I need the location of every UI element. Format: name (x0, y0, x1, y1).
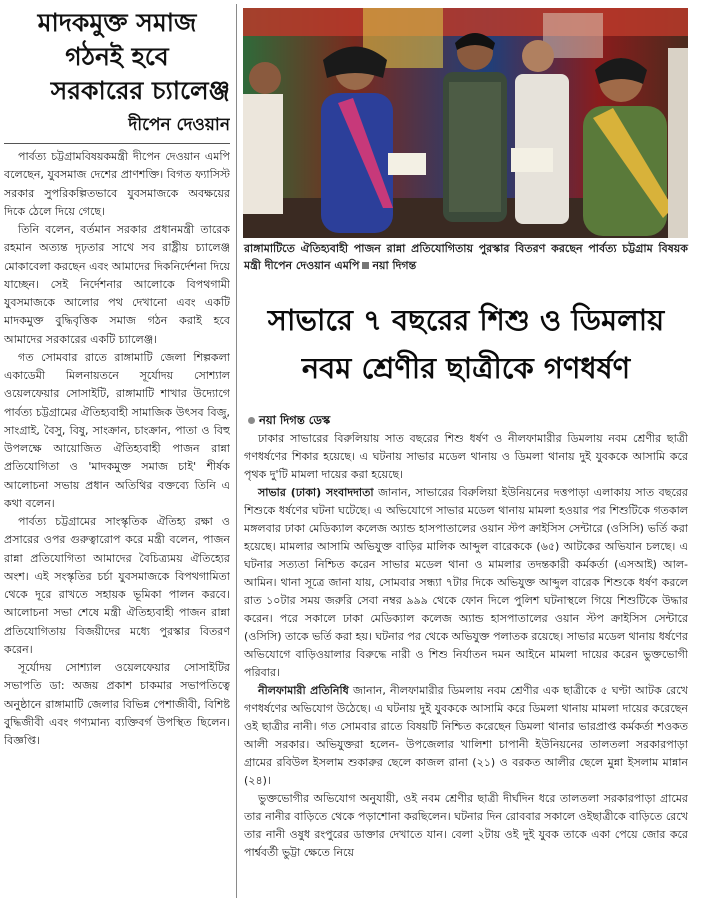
left-article (4, 6, 230, 898)
desk-label: নয়া দিগন্ত ডেস্ক (259, 413, 331, 427)
left-article-headline (4, 6, 230, 108)
photo-caption (244, 240, 688, 274)
byline-divider (4, 143, 230, 144)
right-article-paragraph: ভুক্তভোগীর অভিযোগ অনুযায়ী, ওই নবম শ্রেণীর ছাত্রী দীর্ঘদিন ধরে তালতলা সরকারপাড়া গ্রামের তার নানীর বাড়িতে থেকে পড়াশোনা করছিলেন। ঘটনার দিন রোববার সকালে ওইছাত্রীকে বাড়িতে রেখে তার নানী ওষুধ রংপুরের ডাক্তার দেখাতে যান। বেলা ২টায় ওই দুই যুবক তাকে একা পেয়ে জোর করে পার্শ্ববর্তী ভুট্টা ক্ষেতে নিয়ে (244, 792, 688, 859)
left-article-body (4, 148, 230, 750)
right-article-paragraph (244, 682, 688, 790)
dateline-savar: সাভার (ঢাকা) সংবাদদাতা (258, 486, 374, 499)
right-article-body (244, 430, 688, 898)
circle-bullet-icon (248, 417, 255, 424)
photo-caption-text: রাঙ্গামাটিতে ঐতিহ্যবাহী পাজন রান্না প্রতিযোগিতায় পুরস্কার বিতরণ করছেন পার্বত্য চট্টগ্রাম বিষয়ক মন্ত্রী দীপেন দেওয়ান এমপি (244, 242, 688, 272)
left-headline-line: মাদকমুক্ত সমাজ (37, 8, 197, 37)
right-article-paragraph: ঢাকার সাভারের বিরুলিয়ায় সাত বছরের শিশু ধর্ষণ ও নীলফামারীর ডিমলায় নবম শ্রেণীর ছাত্রী গণধর্ষণের শিকার হয়েছে। এ ঘটনায় সাভার মডেল থানায় ও ডিমলা থানায় দুই যুবককে আসামি করে পৃথক দু'টি মামলা দায়ের করা হয়েছে। (244, 432, 688, 481)
left-article-paragraph: গত সোমবার রাতে রাঙ্গামাটি জেলা শিল্পকলা একাডেমী মিলনায়তনে সূর্যোদয় সোশ্যাল ওয়েলফেয়ার সোসাইটি, রাঙ্গামাটি শাখার উদ্যোগে পার্বত্য চট্টগ্রামের ঐতিহ্যবাহী সামাজিক উৎসব বিজু, সাংগ্রাই, বৈসু, বিষু, সাংক্রান, চাংক্রান, পাতা ও বিহু উপলক্ষে আয়োজিত ঐতিহ্যবাহী পাজন রান্না প্রতিযোগিতা ও 'মাদকমুক্ত সমাজ চাই' শীর্ষক আলোচনা সভায় প্রধান অতিথির বক্তব্যে তিনি এ কথা বলেন। (4, 350, 230, 510)
left-headline-line: সরকারের চ্যালেঞ্জ (50, 76, 230, 105)
column-divider (236, 4, 237, 898)
square-bullet-icon (362, 262, 369, 269)
savar-text: জানান, সাভারের বিরুলিয়া ইউনিয়নের দত্তপাড়া এলাকায় সাত বছরের শিশুকে ধর্ষণের ঘটনা ঘটেছে। এ অভিযোগে সাভার মডেল থানায় মামলা হওয়ার পর শিশুটিকে গতকাল মঙ্গলবার ঢাকা মেডিক্যাল কলেজ অ্যান্ড হাসপাতালের ওয়ান স্টপ ক্রাইসিস সেন্টারে (ওসিসি) ভর্তি করা হয়েছে। মামলার আসামি অভিযুক্ত বাড়ির মালিক আব্দুল বারেককে (৬৫) আটকের অভিযান চলছে। এ ঘটনার সত্যতা নিশ্চিত করেন সাভার মডেল থানা ও মামলার তদন্তকারী কর্মকর্তা (এসআই) আল-আমিন। থানা সূত্রে জানা যায়, সোমবার সন্ধ্যা ৭টার দিকে অভিযুক্ত আব্দুল বারেক শিশুকে ধর্ষণ করলে রাত ১০টার সময় জরুরি সেবা নম্বর ৯৯৯ থেকে ফোন দিলে পুলিশ ঘটনাস্থলে গিয়ে শিশুটিকে উদ্ধার করেন। পরে সকালে ঢাকা মেডিক্যাল কলেজ অ্যান্ড হাসপাতালের ওয়ান স্টপ ক্রাইসিস সেন্টারে (ওসিসি) তাকে ভর্তি করা হয়। ঘটনার পর থেকে অভিযুক্ত পলাতক রয়েছে। সাভার মডেল থানায় ধর্ষণের অভিযোগে বাড়িওয়ালার বিরুদ্ধে নারী ও শিশু নির্যাতন দমন আইনে মামলা দায়ের করেন ভুক্তভোগী পরিবার। (244, 486, 688, 679)
left-article-paragraph: তিনি বলেন, বর্তমান সরকার প্রধানমন্ত্রী তারেক রহমান অত্যন্ত দৃঢ়তার সাথে সব রাষ্ট্রীয় চ্যালেঞ্জ মোকাবেলা করছেন এবং আমাদের দিকনির্দেশনা দিয়ে যাচ্ছেন। সেই নির্দেশনার আলোকে বিপথগামী যুবসমাজকে আলোর পথ দেখানো এবং একটি মাদকমুক্ত বুদ্ধিবৃত্তিক সমাজ গঠন করাই হবে আমাদের সরকারের একটি চ্যালেঞ্জ। (4, 223, 230, 346)
right-article-desk (248, 412, 330, 431)
news-photo (243, 8, 688, 238)
right-article-paragraph (244, 484, 688, 682)
right-article-headline (244, 296, 688, 392)
right-headline-line: নবম শ্রেণীর ছাত্রীকে গণধর্ষণ (301, 351, 631, 385)
award-ceremony-photo (243, 8, 688, 238)
dateline-nilphamari: নীলফামারী প্রতিনিধি (258, 684, 349, 697)
right-headline-line: সাভারে ৭ বছরের শিশু ও ডিমলায় (267, 303, 665, 337)
nilphamari-text: জানান, নীলফামারীর ডিমলায় নবম শ্রেণীর এক ছাত্রীকে ৫ ঘণ্টা আটক রেখে গণধর্ষণের অভিযোগ উঠেছে। এ ঘটনায় দুই যুবককে আসামি করে ডিমলা থানায় মামলা দায়ের করেছেন ওই ছাত্রীর নানী। গত সোমবার রাতে বিষয়টি নিশ্চিত করেছেন ডিমলা থানার ভারপ্রাপ্ত কর্মকর্তা শওকত আলী সরকার। অভিযুক্তরা হলেন- উপজেলার খালিশা চাপানী ইউনিয়নের তালতলা সরকারপাড়া গ্রামের রবিউল ইসলাম শুকারুর ছেলে কাজল রানা (২১) ও বরকত আলীর ছেলে মুন্না ইসলাম মান্নান (২৪)। (244, 684, 688, 787)
left-headline-line: গঠনই হবে (65, 42, 169, 71)
left-article-paragraph: পার্বত্য চট্টগ্রামবিষয়কমন্ত্রী দীপেন দেওয়ান এমপি বলেছেন, যুবসমাজ দেশের প্রাণশক্তি। বিগত ফ্যাসিস্ট সরকার সুপরিকল্পিতভাবে যুবসমাজকে অবক্ষয়ের দিকে ঠেলে দিয়ে গেছে। (4, 150, 230, 218)
left-article-paragraph: পার্বত্য চট্টগ্রামের সাংস্কৃতিক ঐতিহ্য রক্ষা ও প্রসারের ওপর গুরুত্বারোপ করে মন্ত্রী বলেন, পাজন রান্না প্রতিযোগিতা আমাদের বৈচিত্র্যময় ঐতিহ্যের অংশ। এই সংস্কৃতির চর্চা যুবসমাজকে বিপথগামিতা থেকে দূরে রাখতে সহায়ক ভূমিকা পালন করবে। আলোচনা সভা শেষে মন্ত্রী ঐতিহ্যবাহী পাজন রান্না প্রতিযোগিতায় বিজয়ীদের মধ্যে পুরস্কার বিতরণ করেন। (4, 515, 230, 656)
photo-credit: নয়া দিগন্ত (372, 259, 417, 272)
left-article-paragraph: সূর্যোদয় সোশ্যাল ওয়েলফেয়ার সোসাইটির সভাপতি ডা: অজয় প্রকাশ চাকমার সভাপতিত্বে অনুষ্ঠানে রাঙ্গামাটি জেলার বিভিন্ন পেশাজীবী, বিশিষ্ট বুদ্ধিজীবী এবং গণ্যমান্য ব্যক্তিবর্গ উপস্থিত ছিলেন। বিজ্ঞপ্তি। (4, 661, 230, 747)
left-article-byline: দীপেন দেওয়ান (128, 115, 230, 135)
